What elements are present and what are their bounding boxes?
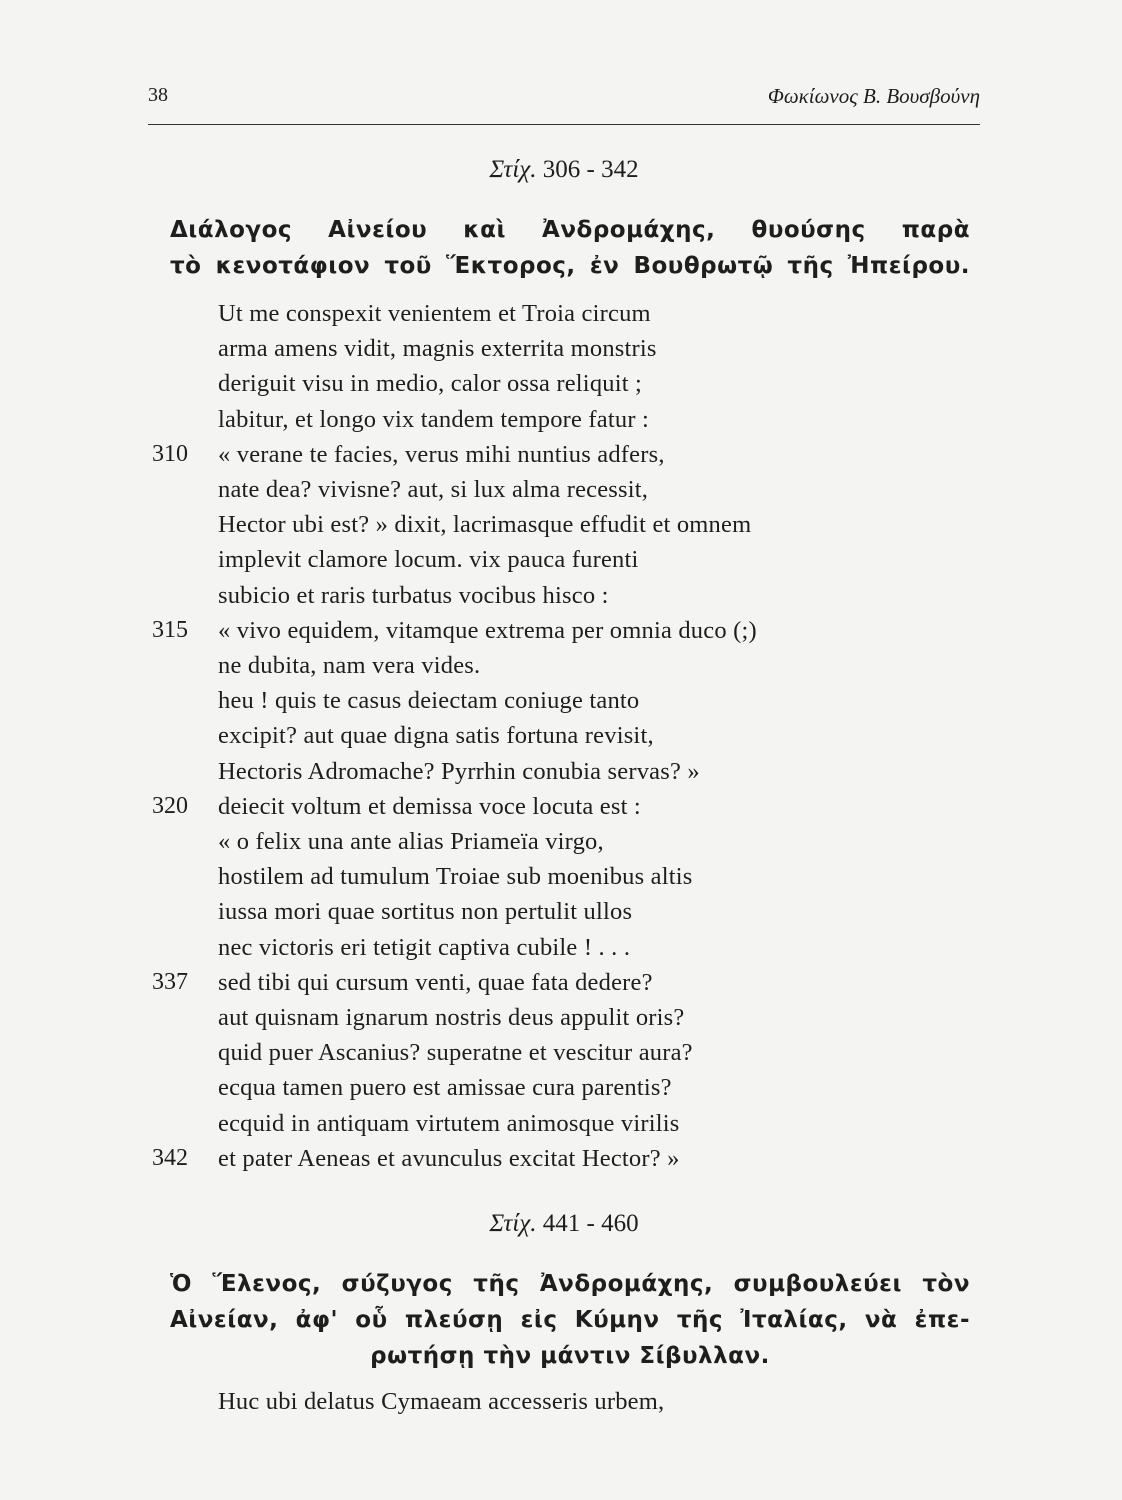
verse-line: Hectoris Adromache? Pyrrhin conubia servas? »: [218, 757, 700, 785]
verse-line: Hector ubi est? » dixit, lacrimasque effudit et omnem: [218, 511, 752, 539]
heading-line: Διάλογος Αἰνείου καὶ Ἀνδρομάχης, θυούσης παρὰ: [170, 217, 970, 243]
verse-line: et pater Aeneas et avunculus excitat Hector? »: [218, 1144, 680, 1172]
verse-range: 306 - 342: [542, 156, 639, 183]
verse-line: ecquid in antiquam virtutem animosque virilis: [218, 1109, 680, 1137]
section-1-title: [148, 156, 980, 184]
verse-line: deriguit visu in medio, calor ossa reliquit ;: [218, 370, 643, 398]
verse-line: sed tibi qui cursum venti, quae fata dedere?: [218, 968, 653, 996]
line-number: 310: [152, 440, 188, 467]
verse-line: quid puer Ascanius? superatne et vescitur aura?: [218, 1039, 693, 1067]
line-number: 320: [152, 792, 188, 819]
verse-line: « verane te facies, verus mihi nuntius adfers,: [218, 440, 665, 468]
page-number: 38: [148, 84, 168, 106]
verse-line: aut quisnam ignarum nostris deus appulit oris?: [218, 1004, 685, 1031]
verse-line: nate dea? vivisne? aut, si lux alma recessit,: [218, 476, 649, 503]
section-2-title: [148, 1210, 980, 1238]
running-header: [148, 84, 980, 114]
verse-abbreviation: Στίχ.: [489, 1210, 537, 1237]
verse-line: excipit? aut quae digna satis fortuna revisit,: [218, 722, 654, 750]
heading-line: Ὁ Ἕλενος, σύζυγος τῆς Ἀνδρομάχης, συμβουλεύει τὸν: [170, 1271, 970, 1297]
verse-line: arma amens vidit, magnis exterrita monstris: [218, 335, 657, 363]
verse-line: « o felix una ante alias Priameïa virgo,: [218, 828, 604, 855]
verse-line: ne dubita, nam vera vides.: [218, 652, 481, 679]
verse-line: implevit clamore locum. vix pauca furenti: [218, 546, 639, 574]
verse-line: labitur, et longo vix tandem tempore fatur :: [218, 405, 650, 433]
verse-line: nec victoris eri tetigit captiva cubile ! . . .: [218, 933, 631, 961]
heading-line: τὸ κενοτάφιον τοῦ Ἕκτορος, ἐν Βουθρωτῷ τῆς Ἠπείρου.: [170, 253, 970, 279]
author-name: Φωκίωνος Β. Βουσβούνη: [767, 84, 980, 108]
verse-line: deiecit voltum et demissa voce locuta est :: [218, 792, 641, 820]
header-rule: [148, 124, 980, 125]
verse-line: subicio et raris turbatus vocibus hisco :: [218, 581, 609, 609]
verse-line: iussa mori quae sortitus non pertulit ullos: [218, 898, 633, 926]
verse-line: Huc ubi delatus Cymaeam accesseris urbem,: [218, 1388, 665, 1415]
verse-line: Ut me conspexit venientem et Troia circum: [218, 300, 651, 327]
section-2-heading: [170, 1266, 970, 1374]
line-number: 342: [152, 1144, 188, 1171]
verse-abbreviation: Στίχ.: [489, 156, 537, 183]
verse-range: 441 - 460: [542, 1210, 639, 1237]
verse-line: heu ! quis te casus deiectam coniuge tanto: [218, 687, 640, 715]
heading-line: ρωτήσῃ τὴν μάντιν Σίβυλλαν.: [370, 1343, 770, 1369]
section-1-heading: [170, 212, 970, 284]
verse-line: ecqua tamen puero est amissae cura parentis?: [218, 1074, 672, 1102]
verse-line: hostilem ad tumulum Troiae sub moenibus altis: [218, 863, 693, 891]
heading-line: Αἰνείαν, ἀφ' οὗ πλεύσῃ εἰς Κύμην τῆς Ἰταλίας, νὰ ἐπε-: [170, 1307, 970, 1333]
verse-line: « vivo equidem, vitamque extrema per omnia duco (;): [218, 616, 757, 644]
line-number: 315: [152, 616, 188, 643]
line-number: 337: [152, 968, 188, 995]
